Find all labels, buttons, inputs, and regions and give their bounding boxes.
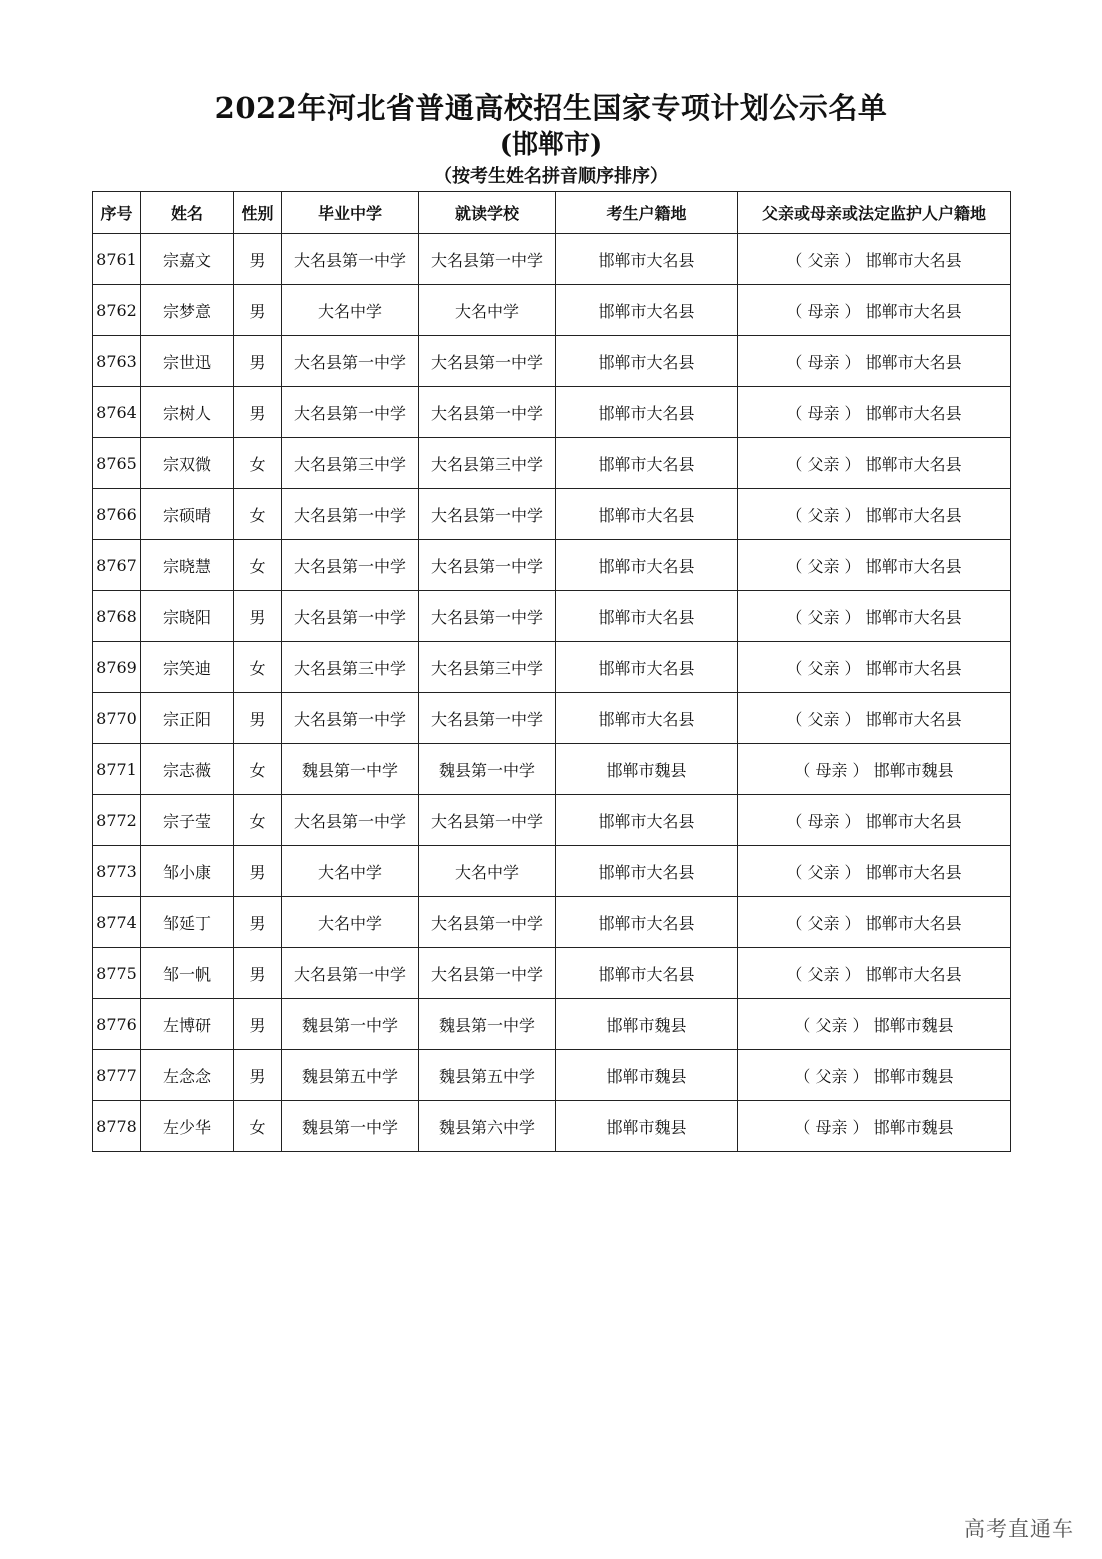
cell-seq: 8777 [93, 1050, 141, 1101]
cell-hukou: 邯郸市大名县 [556, 285, 738, 336]
cell-gender: 男 [234, 336, 282, 387]
cell-name: 宗梦意 [141, 285, 234, 336]
cell-name: 左少华 [141, 1101, 234, 1152]
cell-guardian: （ 父亲 ） 邯郸市大名县 [738, 438, 1011, 489]
cell-seq: 8772 [93, 795, 141, 846]
table-row [93, 438, 1011, 489]
cell-hukou: 邯郸市大名县 [556, 336, 738, 387]
cell-name: 邹延丁 [141, 897, 234, 948]
cell-gender: 女 [234, 642, 282, 693]
table-header-row [93, 192, 1011, 234]
cell-grad-school: 大名中学 [282, 846, 419, 897]
cell-gender: 女 [234, 438, 282, 489]
cell-seq: 8763 [93, 336, 141, 387]
cell-school: 大名中学 [419, 285, 556, 336]
cell-name: 宗树人 [141, 387, 234, 438]
cell-gender: 女 [234, 540, 282, 591]
cell-guardian: （ 母亲 ） 邯郸市大名县 [738, 387, 1011, 438]
table-row [93, 744, 1011, 795]
cell-name: 左念念 [141, 1050, 234, 1101]
cell-gender: 男 [234, 234, 282, 285]
table-row [93, 846, 1011, 897]
cell-name: 邹小康 [141, 846, 234, 897]
table-row [93, 489, 1011, 540]
cell-school: 大名县第一中学 [419, 540, 556, 591]
sort-note: （按考生姓名拼音顺序排序） [434, 166, 668, 187]
table-row [93, 1101, 1011, 1152]
table-row [93, 1050, 1011, 1101]
table-row [93, 540, 1011, 591]
cell-school: 大名县第一中学 [419, 234, 556, 285]
cell-school: 大名县第一中学 [419, 948, 556, 999]
table-row [93, 642, 1011, 693]
cell-grad-school: 大名县第一中学 [282, 795, 419, 846]
cell-grad-school: 大名县第三中学 [282, 438, 419, 489]
cell-seq: 8767 [93, 540, 141, 591]
cell-guardian: （ 母亲 ） 邯郸市魏县 [738, 1101, 1011, 1152]
cell-name: 宗笑迪 [141, 642, 234, 693]
cell-guardian: （ 父亲 ） 邯郸市大名县 [738, 489, 1011, 540]
cell-seq: 8773 [93, 846, 141, 897]
cell-school: 魏县第五中学 [419, 1050, 556, 1101]
cell-hukou: 邯郸市大名县 [556, 948, 738, 999]
col-header-school: 就读学校 [419, 192, 556, 234]
cell-guardian: （ 父亲 ） 邯郸市大名县 [738, 846, 1011, 897]
cell-grad-school: 魏县第一中学 [282, 744, 419, 795]
cell-gender: 男 [234, 999, 282, 1050]
cell-guardian: （ 父亲 ） 邯郸市大名县 [738, 642, 1011, 693]
cell-name: 宗世迅 [141, 336, 234, 387]
col-header-hukou: 考生户籍地 [556, 192, 738, 234]
cell-grad-school: 魏县第一中学 [282, 999, 419, 1050]
table-row [93, 387, 1011, 438]
cell-school: 大名县第一中学 [419, 489, 556, 540]
table-row [93, 999, 1011, 1050]
cell-name: 宗晓慧 [141, 540, 234, 591]
table-row [93, 795, 1011, 846]
cell-guardian: （ 父亲 ） 邯郸市大名县 [738, 693, 1011, 744]
cell-school: 大名县第一中学 [419, 387, 556, 438]
col-header-guardian: 父亲或母亲或法定监护人户籍地 [738, 192, 1011, 234]
admission-table [92, 191, 1011, 1152]
cell-grad-school: 大名县第一中学 [282, 948, 419, 999]
table-row [93, 234, 1011, 285]
cell-guardian: （ 父亲 ） 邯郸市魏县 [738, 999, 1011, 1050]
cell-gender: 女 [234, 489, 282, 540]
table-row [93, 336, 1011, 387]
cell-school: 大名县第一中学 [419, 897, 556, 948]
cell-school: 大名县第三中学 [419, 438, 556, 489]
cell-school: 魏县第六中学 [419, 1101, 556, 1152]
col-header-name: 姓名 [141, 192, 234, 234]
cell-name: 宗硕晴 [141, 489, 234, 540]
cell-hukou: 邯郸市魏县 [556, 1050, 738, 1101]
cell-guardian: （ 父亲 ） 邯郸市大名县 [738, 948, 1011, 999]
cell-grad-school: 大名县第一中学 [282, 489, 419, 540]
cell-seq: 8766 [93, 489, 141, 540]
cell-hukou: 邯郸市魏县 [556, 744, 738, 795]
cell-name: 宗嘉文 [141, 234, 234, 285]
cell-grad-school: 魏县第一中学 [282, 1101, 419, 1152]
cell-gender: 男 [234, 1050, 282, 1101]
cell-hukou: 邯郸市大名县 [556, 591, 738, 642]
cell-school: 魏县第一中学 [419, 744, 556, 795]
cell-hukou: 邯郸市大名县 [556, 387, 738, 438]
cell-hukou: 邯郸市大名县 [556, 540, 738, 591]
cell-guardian: （ 母亲 ） 邯郸市魏县 [738, 744, 1011, 795]
cell-school: 大名县第一中学 [419, 693, 556, 744]
page-title: 2022年河北省普通高校招生国家专项计划公示名单 [214, 91, 888, 125]
cell-school: 大名中学 [419, 846, 556, 897]
header [0, 88, 1102, 190]
cell-gender: 女 [234, 1101, 282, 1152]
col-header-gender: 性别 [234, 192, 282, 234]
cell-hukou: 邯郸市大名县 [556, 489, 738, 540]
cell-gender: 男 [234, 693, 282, 744]
cell-seq: 8768 [93, 591, 141, 642]
cell-seq: 8761 [93, 234, 141, 285]
cell-grad-school: 大名县第一中学 [282, 693, 419, 744]
cell-gender: 女 [234, 744, 282, 795]
cell-gender: 男 [234, 387, 282, 438]
cell-grad-school: 大名县第一中学 [282, 234, 419, 285]
table-row [93, 948, 1011, 999]
cell-grad-school: 大名中学 [282, 285, 419, 336]
cell-gender: 女 [234, 795, 282, 846]
cell-seq: 8765 [93, 438, 141, 489]
cell-seq: 8762 [93, 285, 141, 336]
cell-grad-school: 魏县第五中学 [282, 1050, 419, 1101]
cell-gender: 男 [234, 591, 282, 642]
cell-grad-school: 大名县第一中学 [282, 540, 419, 591]
cell-grad-school: 大名中学 [282, 897, 419, 948]
page-subtitle: (邯郸市) [499, 130, 603, 160]
cell-hukou: 邯郸市大名县 [556, 897, 738, 948]
cell-guardian: （ 母亲 ） 邯郸市大名县 [738, 336, 1011, 387]
cell-name: 宗子莹 [141, 795, 234, 846]
cell-guardian: （ 母亲 ） 邯郸市大名县 [738, 795, 1011, 846]
col-header-seq: 序号 [93, 192, 141, 234]
cell-school: 魏县第一中学 [419, 999, 556, 1050]
col-header-grad-school: 毕业中学 [282, 192, 419, 234]
table-row [93, 285, 1011, 336]
cell-hukou: 邯郸市魏县 [556, 1101, 738, 1152]
cell-grad-school: 大名县第三中学 [282, 642, 419, 693]
cell-school: 大名县第一中学 [419, 591, 556, 642]
cell-name: 宗双微 [141, 438, 234, 489]
cell-seq: 8778 [93, 1101, 141, 1152]
cell-hukou: 邯郸市大名县 [556, 234, 738, 285]
cell-gender: 男 [234, 846, 282, 897]
cell-seq: 8775 [93, 948, 141, 999]
cell-seq: 8774 [93, 897, 141, 948]
cell-name: 宗晓阳 [141, 591, 234, 642]
cell-gender: 男 [234, 285, 282, 336]
cell-seq: 8764 [93, 387, 141, 438]
cell-grad-school: 大名县第一中学 [282, 336, 419, 387]
cell-hukou: 邯郸市大名县 [556, 795, 738, 846]
table-row [93, 693, 1011, 744]
table-row [93, 897, 1011, 948]
cell-hukou: 邯郸市大名县 [556, 693, 738, 744]
cell-hukou: 邯郸市大名县 [556, 642, 738, 693]
cell-hukou: 邯郸市大名县 [556, 846, 738, 897]
watermark: 高考直通车 [964, 1517, 1074, 1541]
cell-gender: 男 [234, 948, 282, 999]
cell-guardian: （ 父亲 ） 邯郸市大名县 [738, 234, 1011, 285]
cell-name: 左博研 [141, 999, 234, 1050]
cell-school: 大名县第一中学 [419, 336, 556, 387]
cell-gender: 男 [234, 897, 282, 948]
cell-hukou: 邯郸市魏县 [556, 999, 738, 1050]
cell-seq: 8769 [93, 642, 141, 693]
cell-grad-school: 大名县第一中学 [282, 591, 419, 642]
cell-grad-school: 大名县第一中学 [282, 387, 419, 438]
cell-guardian: （ 父亲 ） 邯郸市魏县 [738, 1050, 1011, 1101]
cell-name: 宗志薇 [141, 744, 234, 795]
cell-guardian: （ 父亲 ） 邯郸市大名县 [738, 897, 1011, 948]
cell-seq: 8771 [93, 744, 141, 795]
cell-seq: 8776 [93, 999, 141, 1050]
table-row [93, 591, 1011, 642]
cell-name: 邹一帆 [141, 948, 234, 999]
cell-school: 大名县第三中学 [419, 642, 556, 693]
cell-guardian: （ 母亲 ） 邯郸市大名县 [738, 285, 1011, 336]
cell-school: 大名县第一中学 [419, 795, 556, 846]
cell-guardian: （ 父亲 ） 邯郸市大名县 [738, 591, 1011, 642]
cell-seq: 8770 [93, 693, 141, 744]
cell-hukou: 邯郸市大名县 [556, 438, 738, 489]
cell-name: 宗正阳 [141, 693, 234, 744]
cell-guardian: （ 父亲 ） 邯郸市大名县 [738, 540, 1011, 591]
